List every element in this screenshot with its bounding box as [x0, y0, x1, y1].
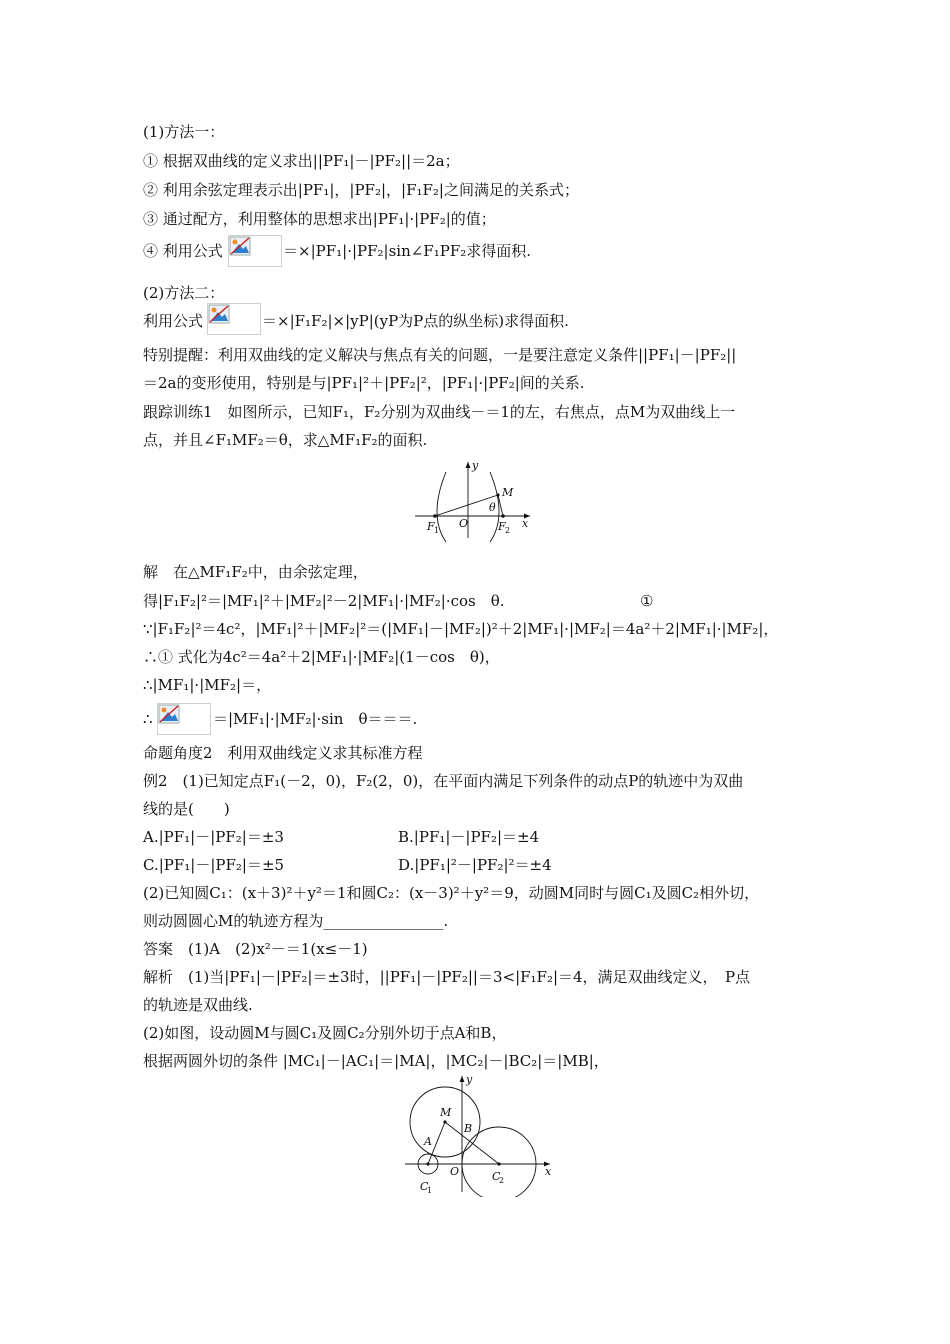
- text-line: 则动圆圆心M的轨迹方程为________________.: [143, 912, 449, 930]
- text-line: ∴① 式化为4c²＝4a²＋2|MF₁|·|MF₂|(1－cos θ)，: [143, 648, 500, 666]
- origin-label: O: [450, 1165, 460, 1178]
- y-axis-label: y: [466, 1073, 473, 1086]
- f2-subscript: 2: [505, 526, 511, 535]
- c1-subscript: 1: [427, 1186, 433, 1195]
- text-line: ② 利用余弦定理表示出|PF₁|，|PF₂|，|F₁F₂|之间满足的关系式；: [143, 181, 579, 199]
- text-line: ∴|MF₁|·|MF₂|＝，: [143, 676, 272, 694]
- text-line: 的轨迹是双曲线.: [143, 996, 253, 1014]
- text-line: ③ 通过配方，利用整体的思想求出|PF₁|·|PF₂|的值；: [143, 210, 496, 228]
- broken-image-icon: [157, 703, 211, 735]
- c1-label: C: [420, 1180, 429, 1193]
- hyperbola-figure: [410, 458, 540, 544]
- point-m-label: M: [440, 1106, 452, 1119]
- text-line: ① 根据双曲线的定义求出||PF₁|－|PF₂||＝2a；: [143, 152, 460, 170]
- text-line: 特别提醒：利用双曲线的定义解决与焦点有关的问题，一是要注意定义条件||PF₁|－|PF₂||: [143, 346, 737, 364]
- text-line: 点，并且∠F₁MF₂＝θ，求△MF₁F₂的面积.: [143, 431, 428, 449]
- point-b-label: B: [464, 1122, 473, 1135]
- text-line: 解 在△MF₁F₂中，由余弦定理，: [143, 563, 368, 581]
- point-m-label: M: [502, 486, 514, 499]
- point-a-label: A: [424, 1135, 432, 1148]
- text-line: 根据两圆外切的条件 |MC₁|－|AC₁|＝|MA|，|MC₂|－|BC₂|＝|MB|，: [143, 1052, 609, 1070]
- y-axis-label: y: [472, 459, 479, 472]
- option-c: C.|PF₁|－|PF₂|＝±5: [143, 856, 285, 874]
- origin-label: O: [459, 517, 469, 530]
- f1-label: F: [427, 520, 435, 533]
- text-line: (2)已知圆C₁：(x＋3)²＋y²＝1和圆C₂：(x－3)²＋y²＝9，动圆M同时与圆C₁及圆C₂相外切，: [143, 884, 760, 902]
- answer-line: 答案 (1)A (2)x²－＝1(x≤－1): [143, 940, 368, 958]
- text-line: ＝|MF₁|·|MF₂|·sin θ＝＝＝.: [213, 710, 418, 728]
- text-line: ④ 利用公式: [143, 242, 223, 260]
- text-line: 例2 (1)已知定点F₁(－2，0)，F₂(2，0)，在平面内满足下列条件的动点P的轨迹中为双曲: [143, 772, 744, 790]
- text-line: (1)方法一：: [143, 123, 225, 141]
- equation-mark: ①: [640, 592, 654, 610]
- option-b: B.|PF₁|－|PF₂|＝±4: [398, 828, 540, 846]
- c2-label: C: [492, 1170, 501, 1183]
- broken-image-icon: [228, 235, 282, 267]
- option-d: D.|PF₁|²－|PF₂|²＝±4: [398, 856, 552, 874]
- option-a: A.|PF₁|－|PF₂|＝±3: [143, 828, 284, 846]
- text-line: 线的是( ): [143, 800, 230, 818]
- text-line: 利用公式: [143, 312, 204, 330]
- text-line: ＝×|PF₁|·|PF₂|sin∠F₁PF₂求得面积.: [283, 242, 532, 260]
- section-heading: 命题角度2 利用双曲线定义求其标准方程: [143, 744, 423, 762]
- theta-label: θ: [489, 501, 496, 514]
- tangent-circles-figure: [400, 1072, 560, 1197]
- broken-image-icon: [207, 303, 261, 335]
- f2-label: F: [498, 520, 506, 533]
- text-line: ＝2a的变形使用，特别是与|PF₁|²＋|PF₂|²，|PF₁|·|PF₂|间的关系.: [143, 374, 585, 392]
- text-line: 跟踪训练1 如图所示，已知F₁，F₂分别为双曲线－＝1的左，右焦点，点M为双曲线上一: [143, 403, 736, 421]
- x-axis-label: x: [522, 517, 529, 530]
- text-line: 解析 (1)当|PF₁|－|PF₂|＝±3时，||PF₁|－|PF₂||＝3<|F₁F₂|＝4，满足双曲线定义， P点: [143, 968, 751, 986]
- f1-subscript: 1: [434, 526, 440, 535]
- text-line: ＝×|F₁F₂|×|yP|(yP为P点的纵坐标)求得面积.: [262, 312, 569, 330]
- c2-subscript: 2: [499, 1176, 505, 1185]
- text-line: (2)方法二：: [143, 284, 225, 302]
- text-line: ∵|F₁F₂|²＝4c²，|MF₁|²＋|MF₂|²＝(|MF₁|－|MF₂|)²＋2|MF₁|·|MF₂|＝4a²＋2|MF₁|·|MF₂|，: [143, 620, 779, 638]
- x-axis-label: x: [545, 1165, 552, 1178]
- text-line: ∴: [143, 710, 153, 728]
- text-line: 得|F₁F₂|²＝|MF₁|²＋|MF₂|²－2|MF₁|·|MF₂|·cos θ.: [143, 592, 505, 610]
- text-line: (2)如图，设动圆M与圆C₁及圆C₂分别外切于点A和B，: [143, 1024, 507, 1042]
